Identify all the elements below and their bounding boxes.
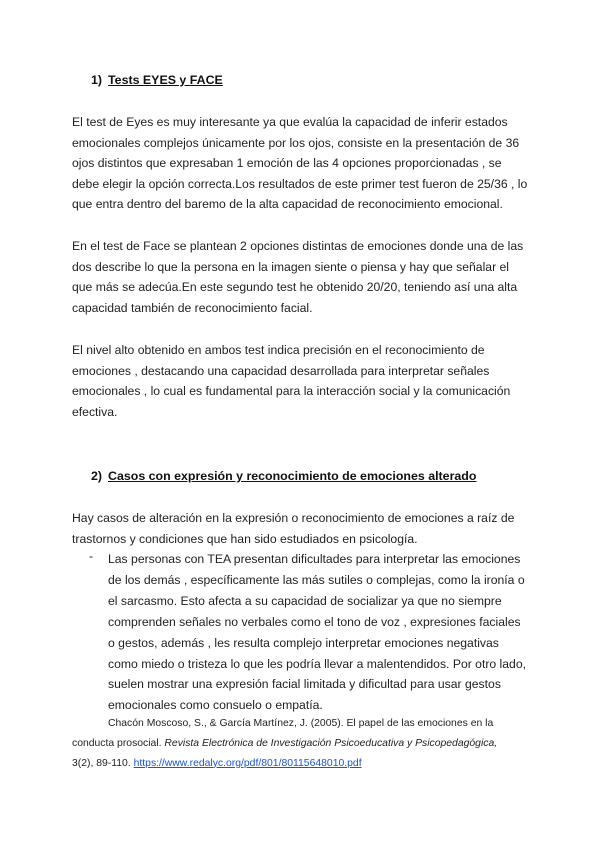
text-line: suelen mostrar una expresión facial limitada y dificultad para usar gestos xyxy=(108,677,501,692)
section-1-heading xyxy=(91,73,223,87)
text-line: comprenden señales no verbales como el tono de voz , expresiones faciales xyxy=(108,614,521,629)
text-line: capacidad también de reconocimiento facial. xyxy=(72,300,313,315)
text-line: como miedo o tristeza lo que les podría llevar a malentendidos. Por otro lado, xyxy=(108,656,526,671)
reference-line xyxy=(72,754,542,774)
text-line: emociones , destacando una capacidad desarrollada para interpretar señales xyxy=(72,363,490,378)
text-line: el sarcasmo. Esto afecta a su capacidad de socializar ya que no siempre xyxy=(108,593,502,608)
paragraph-intro-alterations xyxy=(72,508,532,549)
paragraph-conclusion xyxy=(72,340,532,422)
section-2-title: Casos con expresión y reconocimiento de emociones alterado xyxy=(108,469,477,483)
section-1-title: Tests EYES y FACE xyxy=(108,73,223,87)
reference-volume-pages: 3(2), 89-110. xyxy=(72,757,134,769)
text-line: ojos distintos que expresaban 1 emoción de las 4 opciones proporcionadas , se xyxy=(72,156,502,170)
paragraph-face-test xyxy=(72,236,532,318)
text-line: debe elegir la opción correcta.Los resultados de este primer test fueron de 25/36 , lo xyxy=(72,176,528,191)
paragraph-eyes-test xyxy=(72,112,532,215)
text-line: dos describe lo que la persona en la imagen siente o piensa y hay que señalar el xyxy=(72,259,510,274)
reference-title-cont: conducta prosocial. xyxy=(72,737,165,749)
text-line: emocionales como consuelo o empatía. xyxy=(108,698,323,713)
text-line: o gestos, además , les resulta complejo interpretar emociones negativas xyxy=(108,635,499,650)
section-2-number: 2) xyxy=(91,469,103,483)
bullet-marker: - xyxy=(89,549,94,563)
reference-line: Chacón Moscoso, S., & García Martínez, J. (2005). El papel de las emociones en la xyxy=(108,718,494,729)
text-line: El test de Eyes es muy interesante ya que evalúa la capacidad de inferir estados xyxy=(72,115,508,129)
text-line: emocionales , lo cual es fundamental para la interacción social y la comunicación xyxy=(72,384,511,398)
text-line: Hay casos de alteración en la expresión o reconocimiento de emociones a raíz de xyxy=(72,511,515,525)
text-line: que entra dentro del baremo de la alta capacidad de reconocimiento emocional. xyxy=(72,197,503,211)
reference-journal: Revista Electrónica de Investigación Psicoeducativa y Psicopedagógica, xyxy=(164,737,498,749)
section-1-number: 1) xyxy=(91,73,103,87)
text-line: efectiva. xyxy=(72,404,118,419)
reference-line xyxy=(72,734,542,754)
text-line: trastornos y condiciones que han sido estudiados en psicología. xyxy=(72,531,418,546)
reference-url-link[interactable]: https://www.redalyc.org/pdf/801/80115648010.pdf xyxy=(133,757,362,769)
section-2-heading xyxy=(91,469,476,483)
reference-citation xyxy=(72,714,542,773)
bullet-item-tea xyxy=(108,549,538,716)
text-line: En el test de Face se plantean 2 opciones distintas de emociones donde una de las xyxy=(72,239,524,253)
text-line: El nivel alto obtenido en ambos test indica precisión en el reconocimiento de xyxy=(72,343,485,357)
text-line: emocionales complejos únicamente por los ojos, consiste en la presentación de 36 xyxy=(72,135,520,150)
text-line: que más se adecúa.En este segundo test he obtenido 20/20, teniendo así una alta xyxy=(72,280,518,294)
text-line: Las personas con TEA presentan dificultades para interpretar las emociones xyxy=(108,552,521,566)
text-line: de los demás , específicamente las más sutiles o complejas, como la ironía o xyxy=(108,572,525,587)
